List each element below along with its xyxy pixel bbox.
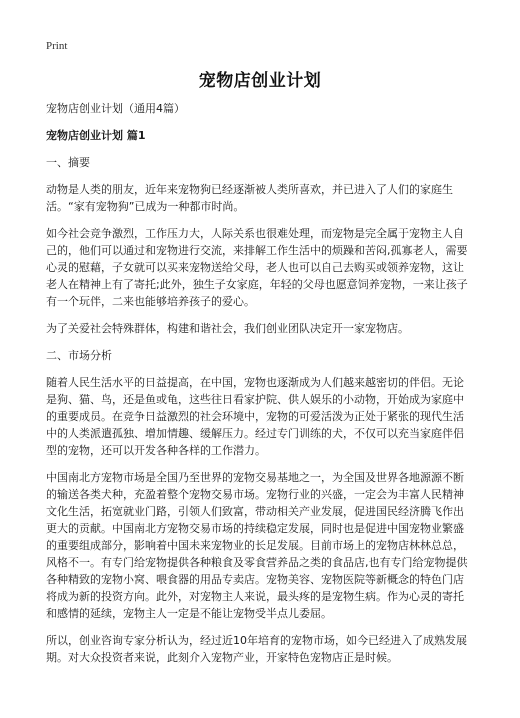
paragraph-5: 中国南北方宠物市场是全国乃至世界的宠物交易基地之一，为全国及世界各地源源不断的输送各类犬种，充盈着整个宠物交易市场。宠物行业的兴盛，一定会为丰富人民精神文化生活，拓宽就业门路，引领人们致富，带动相关产业发展，促进国民经济腾飞作出更大的贡献。中国南北方宠物交易市场的持续稳定发展，同时也是促进中国宠物业繁盛的重要组成部分，影响着中国未来宠物业的长足发展。目前市场上的宠物店林林总总，风格不一。有专门给宠物提供各种粮食及零食营养品之类的食品店,也有专门给宠物提供各种精致的宠物小窝、喂食器的用品专卖店。宠物美容、宠物医院等新概念的特色门店将成为新的投资方向。此外，对宠物主人来说，最头疼的是宠物生病。作为心灵的寄托和感情的延续，宠物主人一定是不能让宠物受半点儿委屈。 — [46, 471, 468, 620]
paragraph-2: 如今社会竞争激烈，工作压力大，人际关系也很难处理，而宠物是完全属于宠物主人自己的，他们可以通过和宠物进行交流，来排解工作生活中的烦躁和苦闷,孤寡老人，需要心灵的慰藉，子女就可以买来宠物送给父母，老人也可以自己去购买或领养宠物，这让老人在精神上有了寄托;此外，独生子女家庭，年轻的父母也愿意饲养宠物，一来让孩子有一个玩伴，二来也能够培养孩子的爱心。 — [46, 227, 468, 308]
paragraph-4: 随着人民生活水平的日益提高，在中国，宠物也逐渐成为人们越来越密切的伴侣。无论是狗、猫、鸟，还是鱼或龟，这些往日看家护院、供人娱乐的小动物，开始成为家庭中的重要成员。在竞争日益激烈的社会环境中，宠物的可爱活泼为正处于紧张的现代生活中的人类派遣孤独、增加情趣、缓解压力。经过专门训练的犬，不仅可以充当家庭伴侣型的宠物，还可以开发各种各样的工作潜力。 — [46, 376, 464, 457]
page-title: 宠物店创业计划 — [198, 71, 322, 91]
document-body — [46, 100, 474, 676]
print-link[interactable]: Print — [46, 40, 68, 52]
paragraph-1: 动物是人类的朋友，近年来宠物狗已经逐渐被人类所喜欢，并已进入了人们的家庭生活。“家有宠物狗”已成为一种都市时尚。 — [46, 183, 453, 213]
document-subtitle: 宠物店创业计划（通用4篇） — [46, 102, 185, 115]
paragraph-6: 所以，创业咨询专家分析认为，经过近10年培育的宠物市场，如今已经进入了成熟发展期。对大众投资者来说，此刻介入宠物产业，开家特色宠物店正是时候。 — [46, 634, 467, 664]
article-heading: 宠物店创业计划 篇1 — [46, 129, 146, 142]
section-heading-summary: 一、摘要 — [46, 156, 90, 169]
section-heading-market-analysis: 二、市场分析 — [46, 349, 112, 362]
paragraph-3: 为了关爱社会特殊群体，构建和谐社会，我们创业团队决定开一家宠物店。 — [46, 322, 409, 335]
